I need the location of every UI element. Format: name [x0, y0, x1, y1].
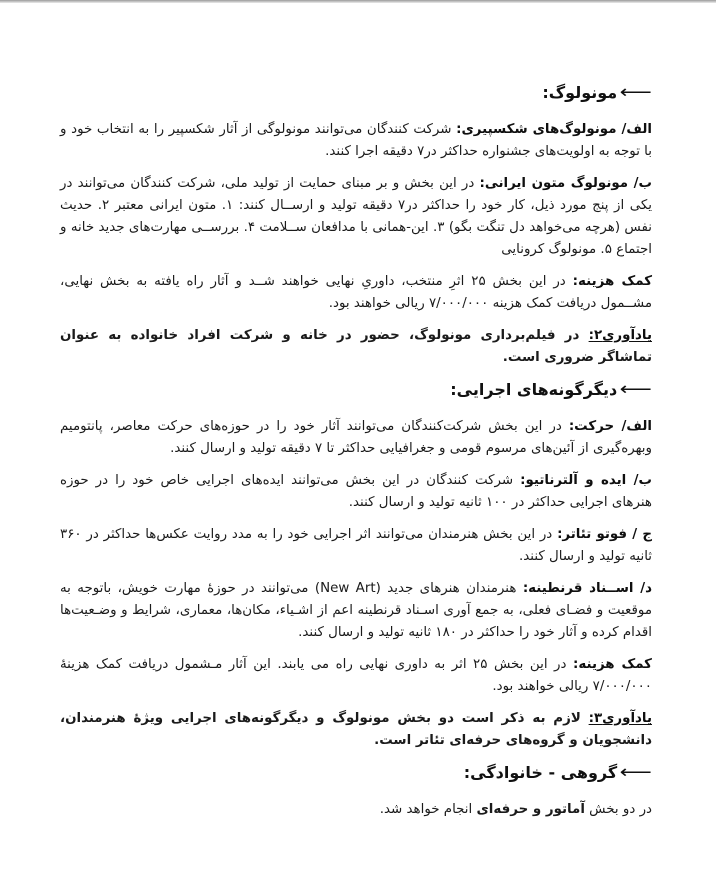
paragraph-text: در فیلم‌برداری مونولوگ، حضور در خانه و شرکت افراد خانواده به عنوان تماشاگر ضروری است.: [60, 328, 652, 365]
paragraph-text: در این بخش ۲۵ اثرِ منتخب، داوریِ نهایی خواهند شــد و آثار راه یافته به بخش نهایی، مشــمول دریافت کمک هزینه ۷/۰۰۰/۰۰۰ ریالی خواهند بود.: [60, 274, 652, 311]
paragraph-text: شرکت کنندگان در این بخش می‌توانند ایده‌های اجرایی خاص خود را در حوزه هنرهای اجرایی حداکثر در ۱۰۰ ثانیه تولید و ارسال کنند.: [60, 473, 652, 510]
paragraph-text: در این بخش ۲۵ اثر به داوری نهایی راه می یابند. این آثار مـشمول دریافت کمک هزینهٔ ۷/۰۰۰/۰۰۰ ریالی خواهند بود.: [60, 657, 652, 694]
paragraph-label: ج / فوتو تئاتر:: [557, 527, 652, 542]
paragraph-label: کمک هزینه:: [573, 657, 652, 672]
closing-tail-text: انجام خواهد شد.: [379, 802, 477, 817]
paragraph-group-family-closing: [60, 799, 652, 821]
paragraph-grant-other-forms: [60, 654, 652, 698]
reminder-label: یادآوری۳:: [588, 711, 652, 726]
section-group-family: [60, 762, 652, 821]
paragraph-photo-theatre: [60, 524, 652, 568]
paragraph-label: کمک هزینه:: [572, 274, 652, 289]
paragraph-reminder-2: [60, 325, 652, 369]
section-title-text: مونولوگ:: [542, 83, 618, 102]
paragraph-text: در این بخش و بر مبنای حمایت از تولید ملی، شرکت کنندگان می‌توانند در یکی از پنج مورد ذیل، کار خود را حداکثر در۷ دقیقه تولید و ارســال کنند: ۱. متون ایرانی معتبر ۲. حدیث نفس (هرچه می‌خواهد دل تنگت بگو) ۳. این-همانی با مدافعان ســلامت ۴. بررســی مهارت‌های جدید خانه و اجتماع ۵. مونولوگ کرونایی: [60, 176, 653, 257]
left-arrow-icon: ⟵: [619, 379, 652, 400]
closing-bold-text: آماتور و حرفه‌ای: [476, 802, 585, 817]
paragraph-iranian-texts-monologue: [60, 173, 652, 261]
scan-edge-shadow: [0, 0, 716, 3]
section-group-family-heading: [60, 762, 652, 784]
section-monologue: [60, 82, 652, 369]
section-title-text: دیگرگونه‌های اجرایی:: [450, 380, 618, 399]
paragraph-label: د/ اســناد قرنطینه:: [522, 581, 652, 596]
paragraph-text: در این بخش شرکت‌کنندگان می‌توانند آثار خود را در حوزه‌های حرکت معاصر، پانتومیم وبهره‌گیری از آئین‌های مرسوم قومی و جغرافیایی حداکثر تا ۷ دقیقه تولید و ارسال کنند.: [60, 419, 652, 456]
section-other-forms-heading: [60, 379, 652, 401]
reminder-label: یادآوری۲:: [588, 328, 652, 343]
paragraph-movement: [60, 416, 652, 460]
paragraph-label: ب/ ایده و آلترناتیو:: [520, 473, 652, 488]
paragraph-label: الف/ مونولوگ‌های شکسپیری:: [456, 122, 652, 137]
paragraph-shakespeare-monologues: [60, 119, 652, 163]
paragraph-text: هنرمندان هنرهای جدید (New Art) می‌توانند در حوزهٔ مهارت خویش، باتوجه به موقعیت و فضـای فعلی، به جمع آوری اسـناد قرنطینه اعم از اشـیاء، مکان‌ها، معماری، شرایط و وضـعیت‌ها اقدام کرده و آثار خود را حداکثر در ۱۸۰ ثانیه تولید و ارسال کنند.: [60, 581, 652, 640]
left-arrow-icon: ⟵: [619, 82, 652, 103]
paragraph-text: لازم به ذکر است دو بخش مونولوگ و دیگرگونه‌های اجرایی ویژهٔ هنرمندان، دانشجویان و گروه‌های حرفه‌ای تئاتر است.: [60, 711, 652, 748]
section-other-performance-forms: [60, 379, 652, 752]
paragraph-text: در این بخش هنرمندان می‌توانند اثر اجرایی خود را به مدد روایت عکس‌ها حداکثر در ۳۶۰ ثانیه تولید و ارسال کنند.: [60, 527, 652, 564]
paragraph-grant-monologue: [60, 271, 652, 315]
paragraph-reminder-3: [60, 708, 652, 752]
paragraph-label: الف/ حرکت:: [568, 419, 652, 434]
closing-lead-text: در دو بخش: [584, 802, 652, 817]
paragraph-text: شرکت کنندگان می‌توانند مونولوگی از آثار شکسپیر را به انتخاب خود و با توجه به اولویت‌های جشنواره حداکثر در۷ دقیقه اجرا کنند.: [60, 122, 652, 159]
paragraph-label: ب/ مونولوگ متون ایرانی:: [479, 176, 652, 191]
paragraph-idea-alternative: [60, 470, 652, 514]
section-monologue-heading: [60, 82, 652, 104]
section-title-text: گروهی - خانوادگی:: [463, 763, 618, 782]
left-arrow-icon: ⟵: [619, 762, 652, 783]
paragraph-quarantine-documents: [60, 578, 652, 644]
